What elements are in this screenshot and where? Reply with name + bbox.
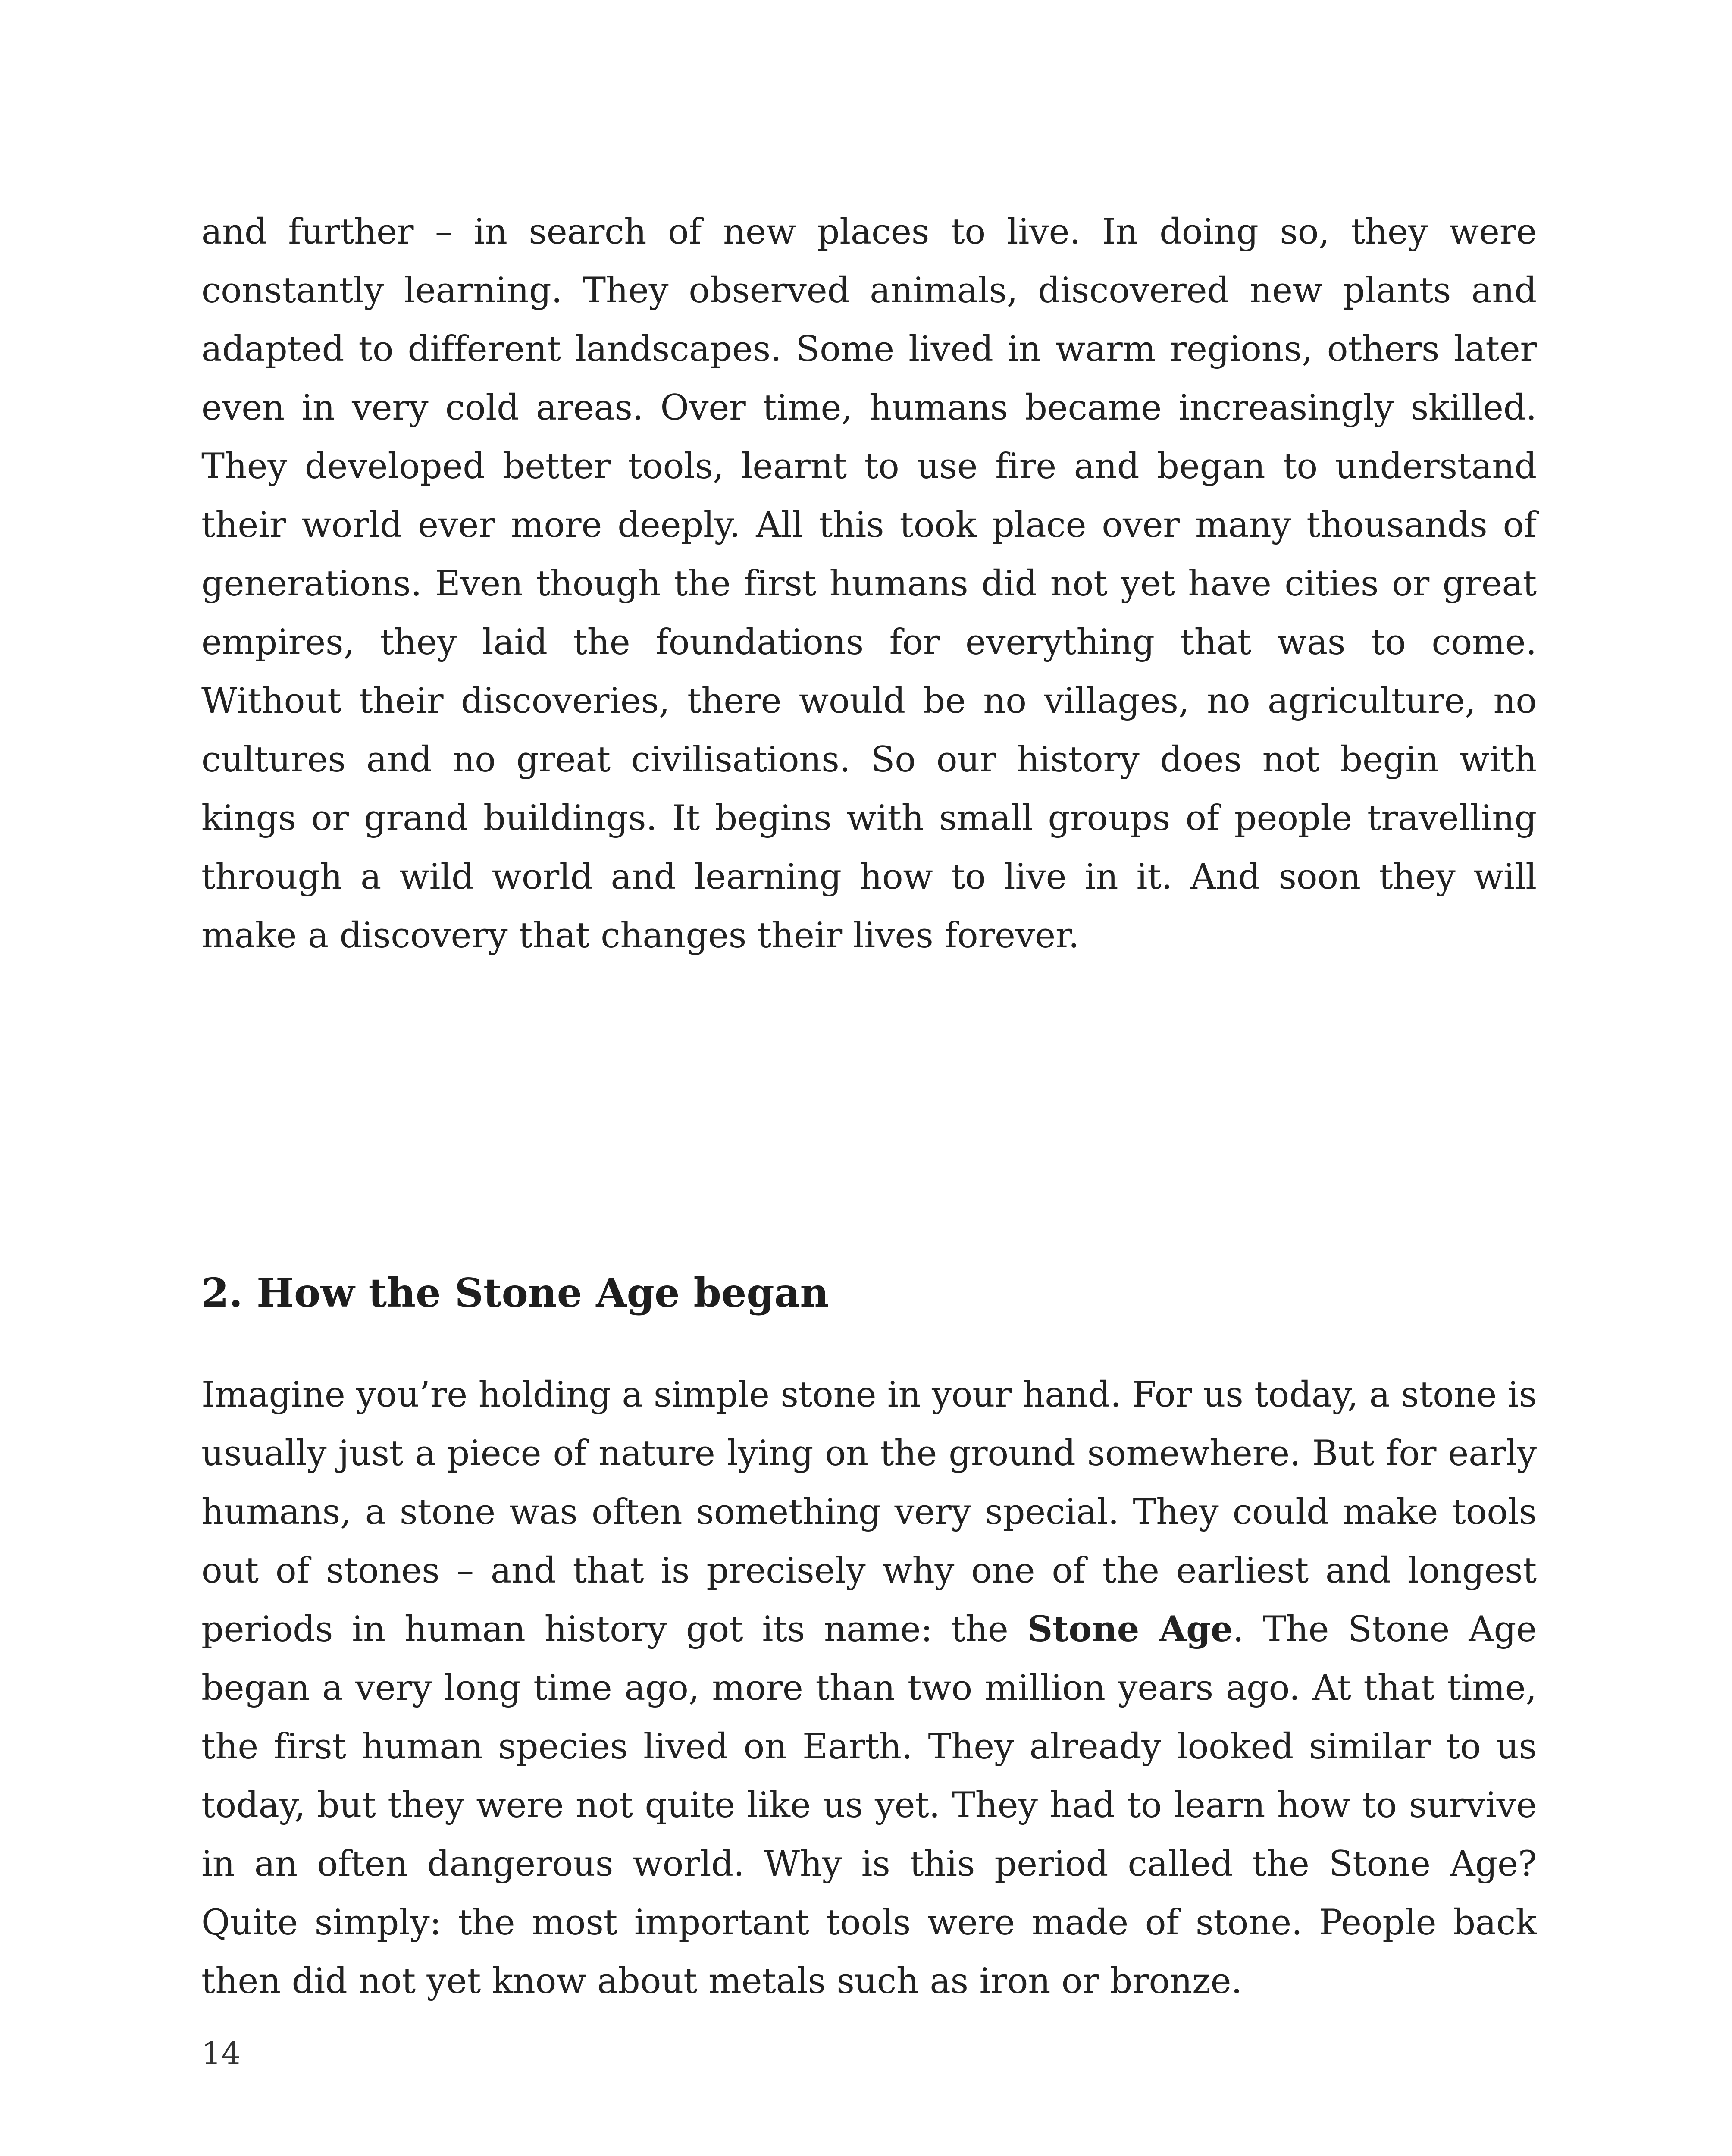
- bold-term-stone-age: Stone Age: [1027, 1609, 1233, 1650]
- stone-age-paragraph: [201, 1366, 1537, 2011]
- paragraph-text-before-term: Imagine you’re holding a simple stone in your hand. For us today, a stone is usually just a piece of nature lying on the ground somewhere. But for early humans, a stone was often something very special. They could make tools out of stones – and that is precisely why one of the earliest and longest periods in human history got its name: the: [201, 1375, 1537, 1650]
- continued-paragraph: and further – in search of new places to live. In doing so, they were constantly learning. They observed animals, discovered new plants and adapted to different landscapes. Some lived in warm regions, others later even in very cold areas. Over time, humans became increasingly skilled. They developed better tools, learnt to use fire and began to understand their world ever more deeply. All this took place over many thousands of generations. Even though the first humans did not yet have cities or great empires, they laid the foundations for everything that was to come. Without their discoveries, there would be no villages, no agriculture, no cultures and no great civilisations. So our history does not begin with kings or grand buildings. It begins with small groups of people travelling through a wild world and learning how to live in it. And soon they will make a discovery that changes their lives forever.: [201, 212, 1537, 956]
- page-number: 14: [201, 2035, 241, 2071]
- paragraph-text-after-term: . The Stone Age began a very long time ago, more than two million years ago. At that time, the first human species lived on Earth. They already looked similar to us today, but they were not quite like us yet. They had to learn how to survive in an often dangerous world. Why is this period called the Stone Age? Quite simply: the most important tools were made of stone. People back then did not yet know about metals such as iron or bronze.: [201, 1609, 1537, 2002]
- section-heading: 2. How the Stone Age began: [201, 1269, 829, 1316]
